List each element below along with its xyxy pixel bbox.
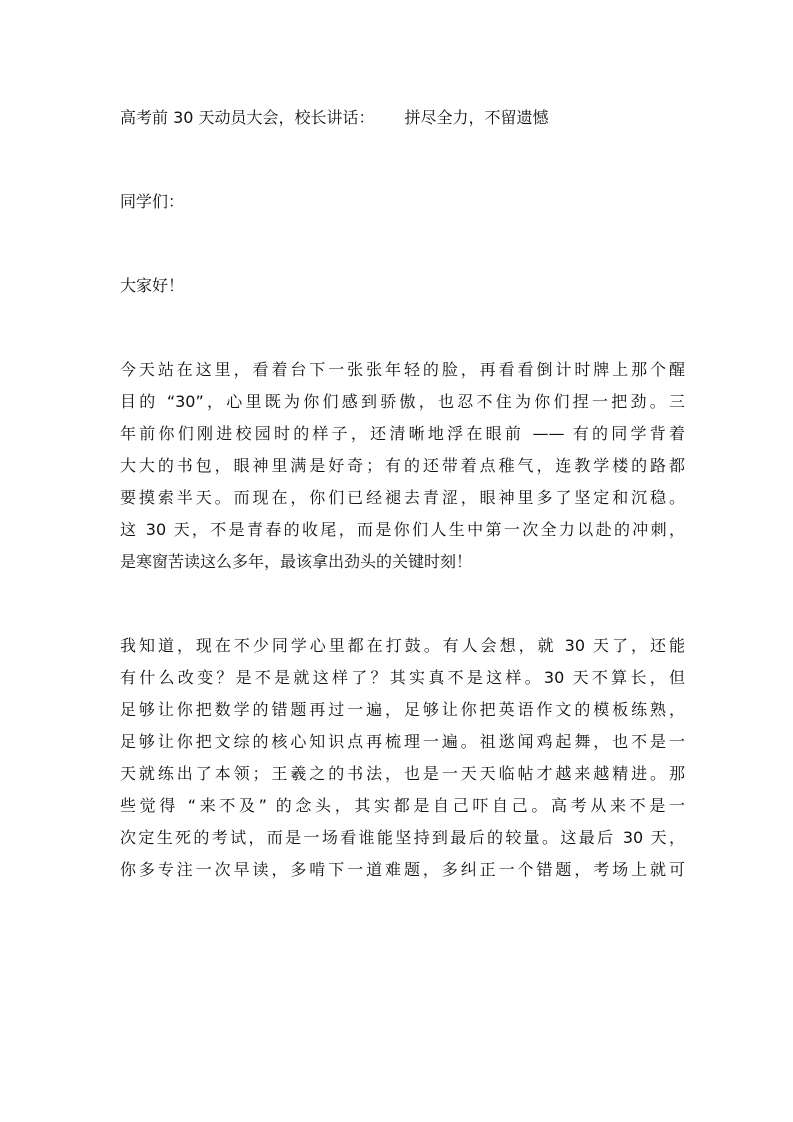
paragraph-line: 我知道，现在不少同学心里都在打鼓。有人会想，就 30 天了，还能: [120, 636, 685, 655]
paragraph-1: [120, 354, 685, 578]
paragraph-line: 目的 “30”，心里既为你们感到骄傲，也忍不住为你们捏一把劲。三: [120, 392, 685, 411]
paragraph-line: 大大的书包，眼神里满是好奇；有的还带着点稚气，连教学楼的路都: [120, 456, 685, 475]
speech-title-occasion: 高考前 30 天动员大会，校长讲话：: [120, 108, 375, 127]
greeting: 大家好！: [120, 276, 185, 295]
paragraph-line: 今天站在这里，看着台下一张张年轻的脸，再看看倒计时牌上那个醒: [120, 360, 685, 379]
speech-title-theme: 拼尽全力，不留遗憾: [404, 108, 549, 127]
paragraph-line: 足够让你把数学的错题再过一遍，足够让你把英语作文的模板练熟，: [120, 700, 685, 719]
paragraph-line: 你多专注一次早读，多啃下一道难题，多纠正一个错题，考场上就可: [120, 860, 685, 879]
salutation: 同学们：: [120, 192, 185, 211]
paragraph-line: 要摸索半天。而现在，你们已经褪去青涩，眼神里多了坚定和沉稳。: [120, 488, 685, 507]
paragraph-line: 这 30 天，不是青春的收尾，而是你们人生中第一次全力以赴的冲刺，: [120, 520, 685, 539]
paragraph-line: 天就练出了本领；王羲之的书法，也是一天天临帖才越来越精进。那: [120, 764, 685, 783]
paragraph-line: 是寒窗苦读这么多年，最该拿出劲头的关键时刻！: [120, 552, 473, 571]
paragraph-line: 次定生死的考试，而是一场看谁能坚持到最后的较量。这最后 30 天，: [120, 828, 685, 847]
document-body: [120, 102, 685, 938]
paragraph-line: 足够让你把文综的核心知识点再梳理一遍。祖逖闻鸡起舞，也不是一: [120, 732, 685, 751]
paragraph-line: 有什么改变？是不是就这样了？其实真不是这样。30 天不算长，但: [120, 668, 685, 687]
paragraph-2: [120, 630, 685, 886]
speech-heading: [120, 102, 685, 134]
paragraph-line: 些觉得 “来不及” 的念头，其实都是自己吓自己。高考从来不是一: [120, 796, 685, 815]
paragraph-line: 年前你们刚进校园时的样子，还清晰地浮在眼前 —— 有的同学背着: [120, 424, 685, 443]
